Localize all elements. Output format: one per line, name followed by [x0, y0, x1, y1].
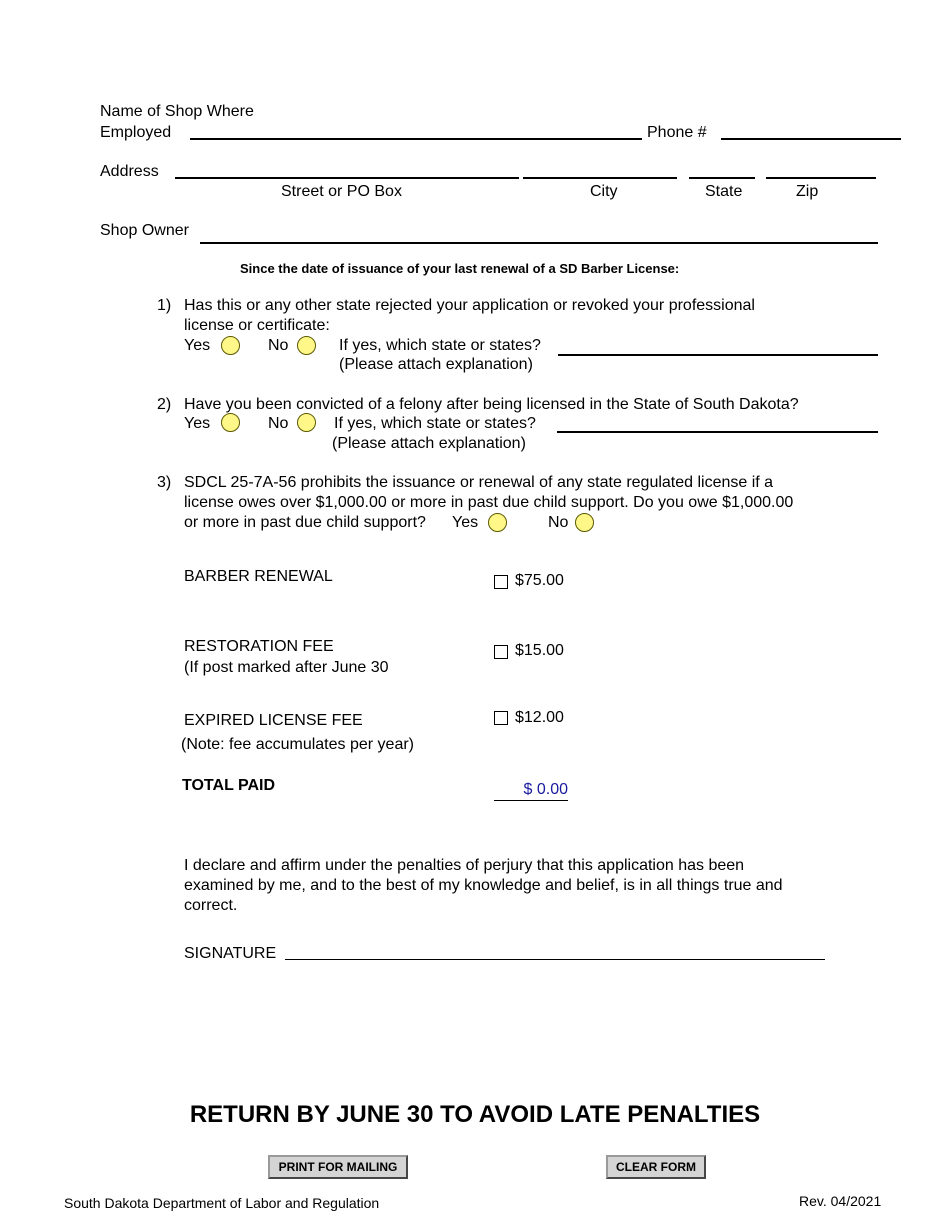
total-paid-value: $ 0.00: [494, 781, 568, 801]
fee-restoration-checkbox[interactable]: [494, 645, 508, 659]
question-2-no-radio[interactable]: [297, 413, 316, 432]
question-1-yes-label: Yes: [184, 337, 211, 354]
fee-expired-amount: $12.00: [515, 709, 564, 726]
city-field[interactable]: [523, 177, 677, 179]
address-label: Address: [100, 163, 159, 180]
question-1-number: 1): [157, 297, 172, 314]
signature-field[interactable]: [285, 959, 825, 960]
question-2-text-1: Have you been convicted of a felony after being licensed in the State of South Dakota?: [184, 396, 799, 413]
footer-revision: Rev. 04/2021: [799, 1193, 882, 1209]
fee-expired-checkbox[interactable]: [494, 711, 508, 725]
question-3-no-radio[interactable]: [575, 513, 594, 532]
question-1-attach-note: (Please attach explanation): [339, 356, 533, 373]
question-3-text-2: license owes over $1,000.00 or more in past due child support. Do you owe $1,000.00: [184, 494, 794, 511]
declaration-line-2: examined by me, and to the best of my knowledge and belief, is in all things true and: [184, 877, 783, 894]
street-field[interactable]: [175, 177, 519, 179]
question-2-number: 2): [157, 396, 172, 413]
question-3-yes-radio[interactable]: [488, 513, 507, 532]
print-for-mailing-button[interactable]: PRINT FOR MAILING: [268, 1155, 408, 1179]
fee-expired-label: EXPIRED LICENSE FEE: [184, 712, 363, 729]
total-paid-label: TOTAL PAID: [182, 777, 276, 794]
question-3-number: 3): [157, 474, 172, 491]
shop-owner-field[interactable]: [200, 242, 878, 244]
declaration-line-3: correct.: [184, 897, 238, 914]
question-1-no-label: No: [268, 337, 289, 354]
shop-name-field[interactable]: [190, 138, 642, 140]
question-2-which-states: If yes, which state or states?: [334, 415, 536, 432]
city-caption: City: [590, 183, 618, 200]
question-2-states-field[interactable]: [557, 431, 878, 433]
fee-expired-note: (Note: fee accumulates per year): [181, 736, 414, 753]
signature-label: SIGNATURE: [184, 945, 277, 962]
fee-restoration-label: RESTORATION FEE: [184, 638, 334, 655]
zip-caption: Zip: [796, 183, 819, 200]
street-caption: Street or PO Box: [281, 183, 402, 200]
question-3-text-1: SDCL 25-7A-56 prohibits the issuance or renewal of any state regulated license if a: [184, 474, 774, 491]
state-field[interactable]: [689, 177, 755, 179]
question-1-no-radio[interactable]: [297, 336, 316, 355]
fee-restoration-amount: $15.00: [515, 642, 564, 659]
question-2-yes-radio[interactable]: [221, 413, 240, 432]
footer-agency: South Dakota Department of Labor and Regulation: [64, 1195, 380, 1211]
section-heading: Since the date of issuance of your last renewal of a SD Barber License:: [240, 261, 680, 276]
fee-barber-renewal-checkbox[interactable]: [494, 575, 508, 589]
fee-barber-renewal-amount: $75.00: [515, 572, 564, 589]
question-3-yes-label: Yes: [452, 514, 479, 531]
question-1-states-field[interactable]: [558, 354, 878, 356]
phone-label: Phone #: [647, 124, 707, 141]
shop-name-label-1: Name of Shop Where: [100, 103, 254, 120]
question-1-text-1: Has this or any other state rejected your application or revoked your professional: [184, 297, 755, 314]
state-caption: State: [705, 183, 743, 200]
declaration-line-1: I declare and affirm under the penalties of perjury that this application has been: [184, 857, 745, 874]
question-3-text-3: or more in past due child support?: [184, 514, 426, 531]
shop-owner-label: Shop Owner: [100, 222, 189, 239]
question-1-which-states: If yes, which state or states?: [339, 337, 541, 354]
fee-barber-renewal-label: BARBER RENEWAL: [184, 568, 333, 585]
fee-restoration-note: (If post marked after June 30: [184, 659, 389, 676]
return-notice: RETURN BY JUNE 30 TO AVOID LATE PENALTIES: [189, 1101, 761, 1128]
clear-form-button[interactable]: CLEAR FORM: [606, 1155, 706, 1179]
question-3-no-label: No: [548, 514, 569, 531]
shop-name-label-2: Employed: [100, 124, 172, 141]
phone-field[interactable]: [721, 138, 901, 140]
question-1-yes-radio[interactable]: [221, 336, 240, 355]
question-2-yes-label: Yes: [184, 415, 211, 432]
zip-field[interactable]: [766, 177, 876, 179]
question-2-no-label: No: [268, 415, 289, 432]
question-2-attach-note: (Please attach explanation): [332, 435, 526, 452]
question-1-text-2: license or certificate:: [184, 317, 330, 334]
